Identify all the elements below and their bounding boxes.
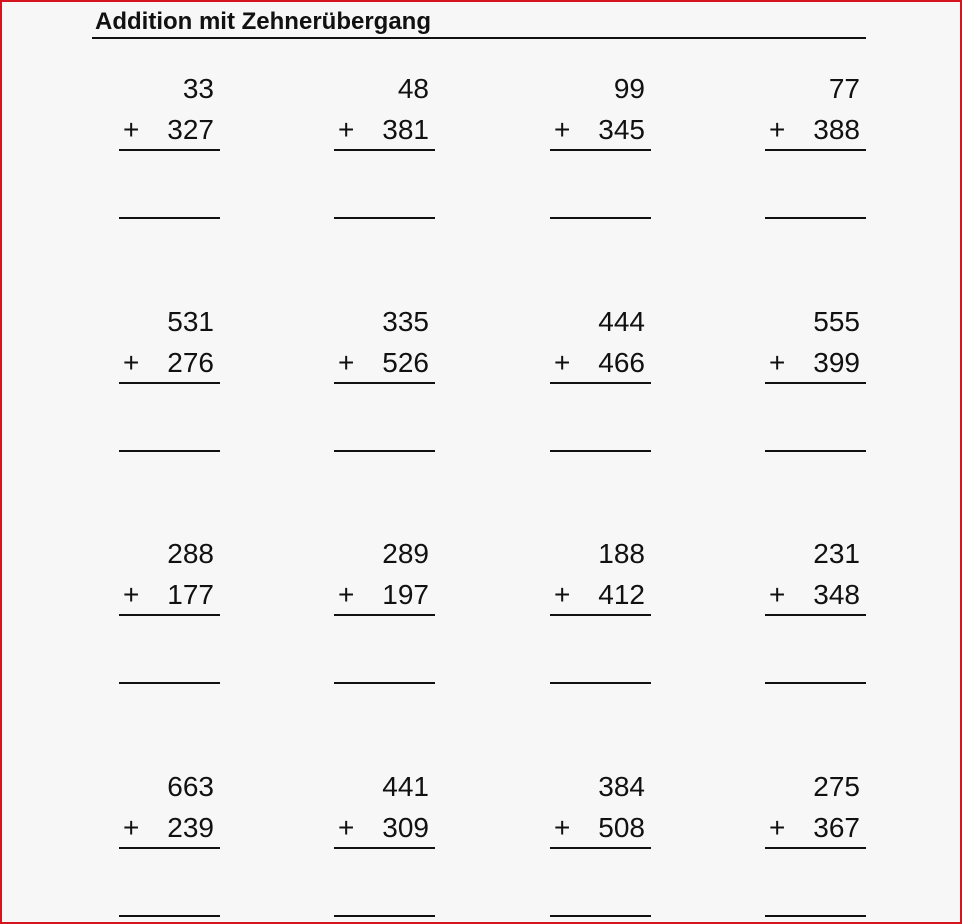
plus-sign: +	[769, 114, 786, 145]
addend-bottom: 197	[382, 579, 429, 610]
sum-line	[334, 382, 435, 384]
addend-bottom: 367	[813, 812, 860, 843]
plus-sign: +	[769, 579, 786, 610]
addend-bottom: 327	[167, 114, 214, 145]
sum-line	[119, 614, 220, 616]
plus-sign: +	[769, 812, 786, 843]
addend-top: 275	[813, 771, 860, 802]
problem-9	[119, 538, 220, 688]
answer-line	[550, 217, 651, 219]
problem-6	[334, 306, 435, 456]
addend-top: 441	[382, 771, 429, 802]
plus-sign: +	[554, 579, 571, 610]
problem-13	[119, 771, 220, 921]
sum-line	[550, 614, 651, 616]
sum-line	[765, 149, 866, 151]
addend-top: 384	[598, 771, 645, 802]
plus-sign: +	[554, 114, 571, 145]
answer-line	[334, 217, 435, 219]
answer-line	[119, 915, 220, 917]
problem-10	[334, 538, 435, 688]
answer-line	[765, 915, 866, 917]
addend-bottom: 239	[167, 812, 214, 843]
plus-sign: +	[554, 347, 571, 378]
addend-top: 231	[813, 538, 860, 569]
problem-15	[550, 771, 651, 921]
addend-top: 663	[167, 771, 214, 802]
problem-7	[550, 306, 651, 456]
plus-sign: +	[338, 347, 355, 378]
sum-line	[765, 847, 866, 849]
addend-top: 99	[613, 73, 645, 104]
answer-line	[119, 450, 220, 452]
answer-line	[550, 682, 651, 684]
addend-top: 555	[813, 306, 860, 337]
addend-bottom: 345	[598, 114, 645, 145]
problem-8	[765, 306, 866, 456]
addend-top: 335	[382, 306, 429, 337]
problem-3	[550, 73, 651, 223]
answer-line	[334, 915, 435, 917]
problem-1	[119, 73, 220, 223]
addend-bottom: 388	[813, 114, 860, 145]
sum-line	[119, 149, 220, 151]
sum-line	[334, 149, 435, 151]
sum-line	[119, 847, 220, 849]
addend-bottom: 526	[382, 347, 429, 378]
plus-sign: +	[123, 579, 140, 610]
addend-top: 188	[598, 538, 645, 569]
addend-top: 33	[182, 73, 214, 104]
problem-12	[765, 538, 866, 688]
addend-bottom: 412	[598, 579, 645, 610]
sum-line	[334, 614, 435, 616]
answer-line	[334, 682, 435, 684]
answer-line	[119, 682, 220, 684]
plus-sign: +	[123, 114, 140, 145]
plus-sign: +	[338, 579, 355, 610]
addend-bottom: 508	[598, 812, 645, 843]
sum-line	[119, 382, 220, 384]
addend-bottom: 276	[167, 347, 214, 378]
problem-2	[334, 73, 435, 223]
addend-bottom: 177	[167, 579, 214, 610]
answer-line	[550, 915, 651, 917]
problem-16	[765, 771, 866, 921]
sum-line	[334, 847, 435, 849]
addend-bottom: 399	[813, 347, 860, 378]
answer-line	[550, 450, 651, 452]
addend-bottom: 348	[813, 579, 860, 610]
addend-top: 531	[167, 306, 214, 337]
sum-line	[550, 382, 651, 384]
answer-line	[334, 450, 435, 452]
addend-bottom: 466	[598, 347, 645, 378]
problem-11	[550, 538, 651, 688]
addend-bottom: 381	[382, 114, 429, 145]
answer-line	[119, 217, 220, 219]
sum-line	[550, 149, 651, 151]
answer-line	[765, 450, 866, 452]
addend-bottom: 309	[382, 812, 429, 843]
answer-line	[765, 217, 866, 219]
answer-line	[765, 682, 866, 684]
sum-line	[550, 847, 651, 849]
problem-5	[119, 306, 220, 456]
problem-4	[765, 73, 866, 223]
addend-top: 288	[167, 538, 214, 569]
plus-sign: +	[123, 347, 140, 378]
worksheet-title: Addition mit Zehnerübergang	[92, 7, 866, 39]
addend-top: 444	[598, 306, 645, 337]
plus-sign: +	[123, 812, 140, 843]
addend-top: 48	[397, 73, 429, 104]
addend-top: 289	[382, 538, 429, 569]
plus-sign: +	[769, 347, 786, 378]
sum-line	[765, 382, 866, 384]
plus-sign: +	[338, 812, 355, 843]
plus-sign: +	[338, 114, 355, 145]
addend-top: 77	[828, 73, 860, 104]
sum-line	[765, 614, 866, 616]
plus-sign: +	[554, 812, 571, 843]
problem-14	[334, 771, 435, 921]
